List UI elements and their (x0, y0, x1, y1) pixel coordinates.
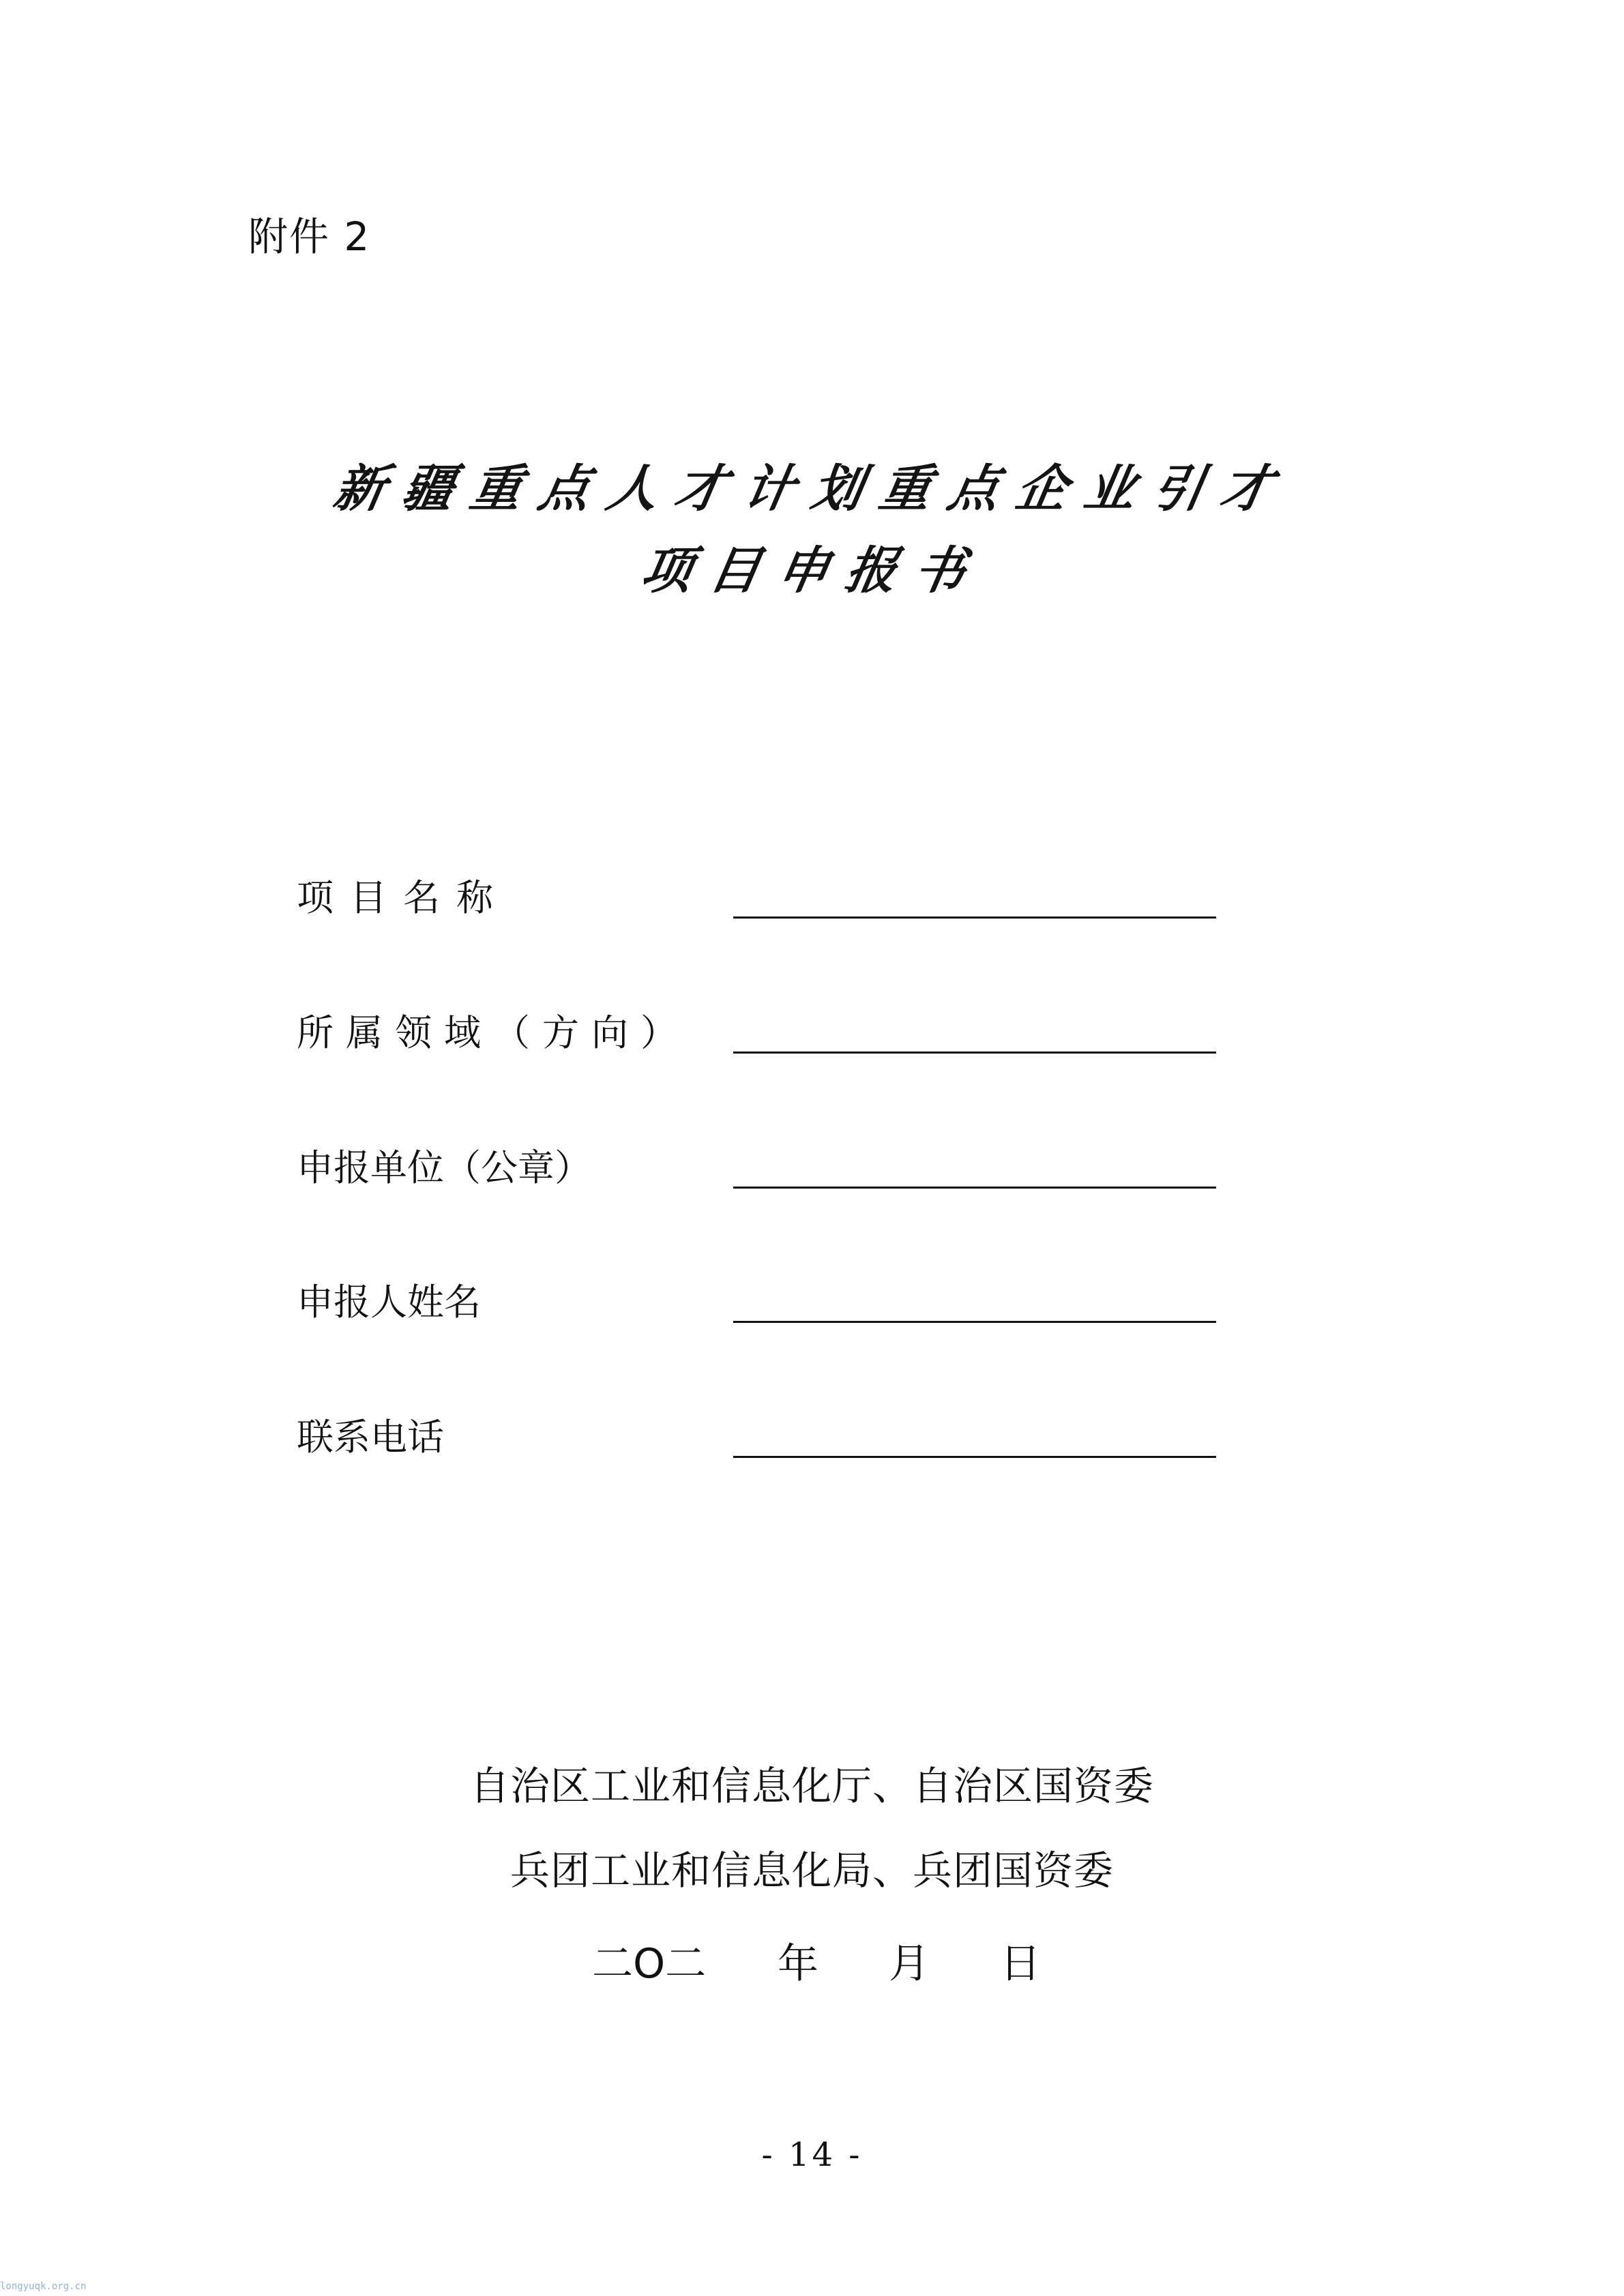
page-number: - 14 - (761, 2136, 863, 2174)
site-watermark: longyuqk.org.cn (0, 2281, 87, 2292)
field-direction-blank-line (733, 1052, 1216, 1054)
form-row-field-direction (297, 1011, 1217, 1069)
field-direction-label: 所属领域（方向） (297, 1011, 690, 1054)
date-year-prefix: 二O二 (592, 1940, 707, 1988)
date-month-label: 月 (889, 1940, 930, 1988)
project-name-blank-line (733, 916, 1216, 919)
project-name-label: 项目名称 (297, 876, 510, 919)
applicant-unit-blank-line (733, 1187, 1216, 1189)
contact-phone-blank-line (733, 1456, 1216, 1458)
form-row-contact-phone (297, 1416, 1217, 1474)
applicant-unit-label: 申报单位（公章） (297, 1146, 591, 1189)
applicant-name-label: 申报人姓名 (297, 1281, 481, 1324)
date-year-label: 年 (778, 1940, 818, 1988)
issuer-line-2: 兵团工业和信息化局、兵团国资委 (510, 1847, 1114, 1894)
document-title-line-1: 新疆重点人才计划重点企业引才 (329, 460, 1295, 518)
document-title-line-2: 项目申报书 (636, 541, 988, 600)
date-line (0, 1940, 1624, 1991)
date-day-label: 日 (1000, 1940, 1041, 1988)
issuer-line-1: 自治区工业和信息化厅、自治区国资委 (469, 1763, 1154, 1809)
contact-phone-label: 联系电话 (297, 1416, 444, 1459)
form-row-project-name (297, 876, 1217, 934)
applicant-name-blank-line (733, 1321, 1216, 1323)
form-row-applicant-unit (297, 1146, 1217, 1204)
attachment-label: 附件 2 (248, 213, 371, 260)
form-row-applicant-name (297, 1281, 1217, 1339)
